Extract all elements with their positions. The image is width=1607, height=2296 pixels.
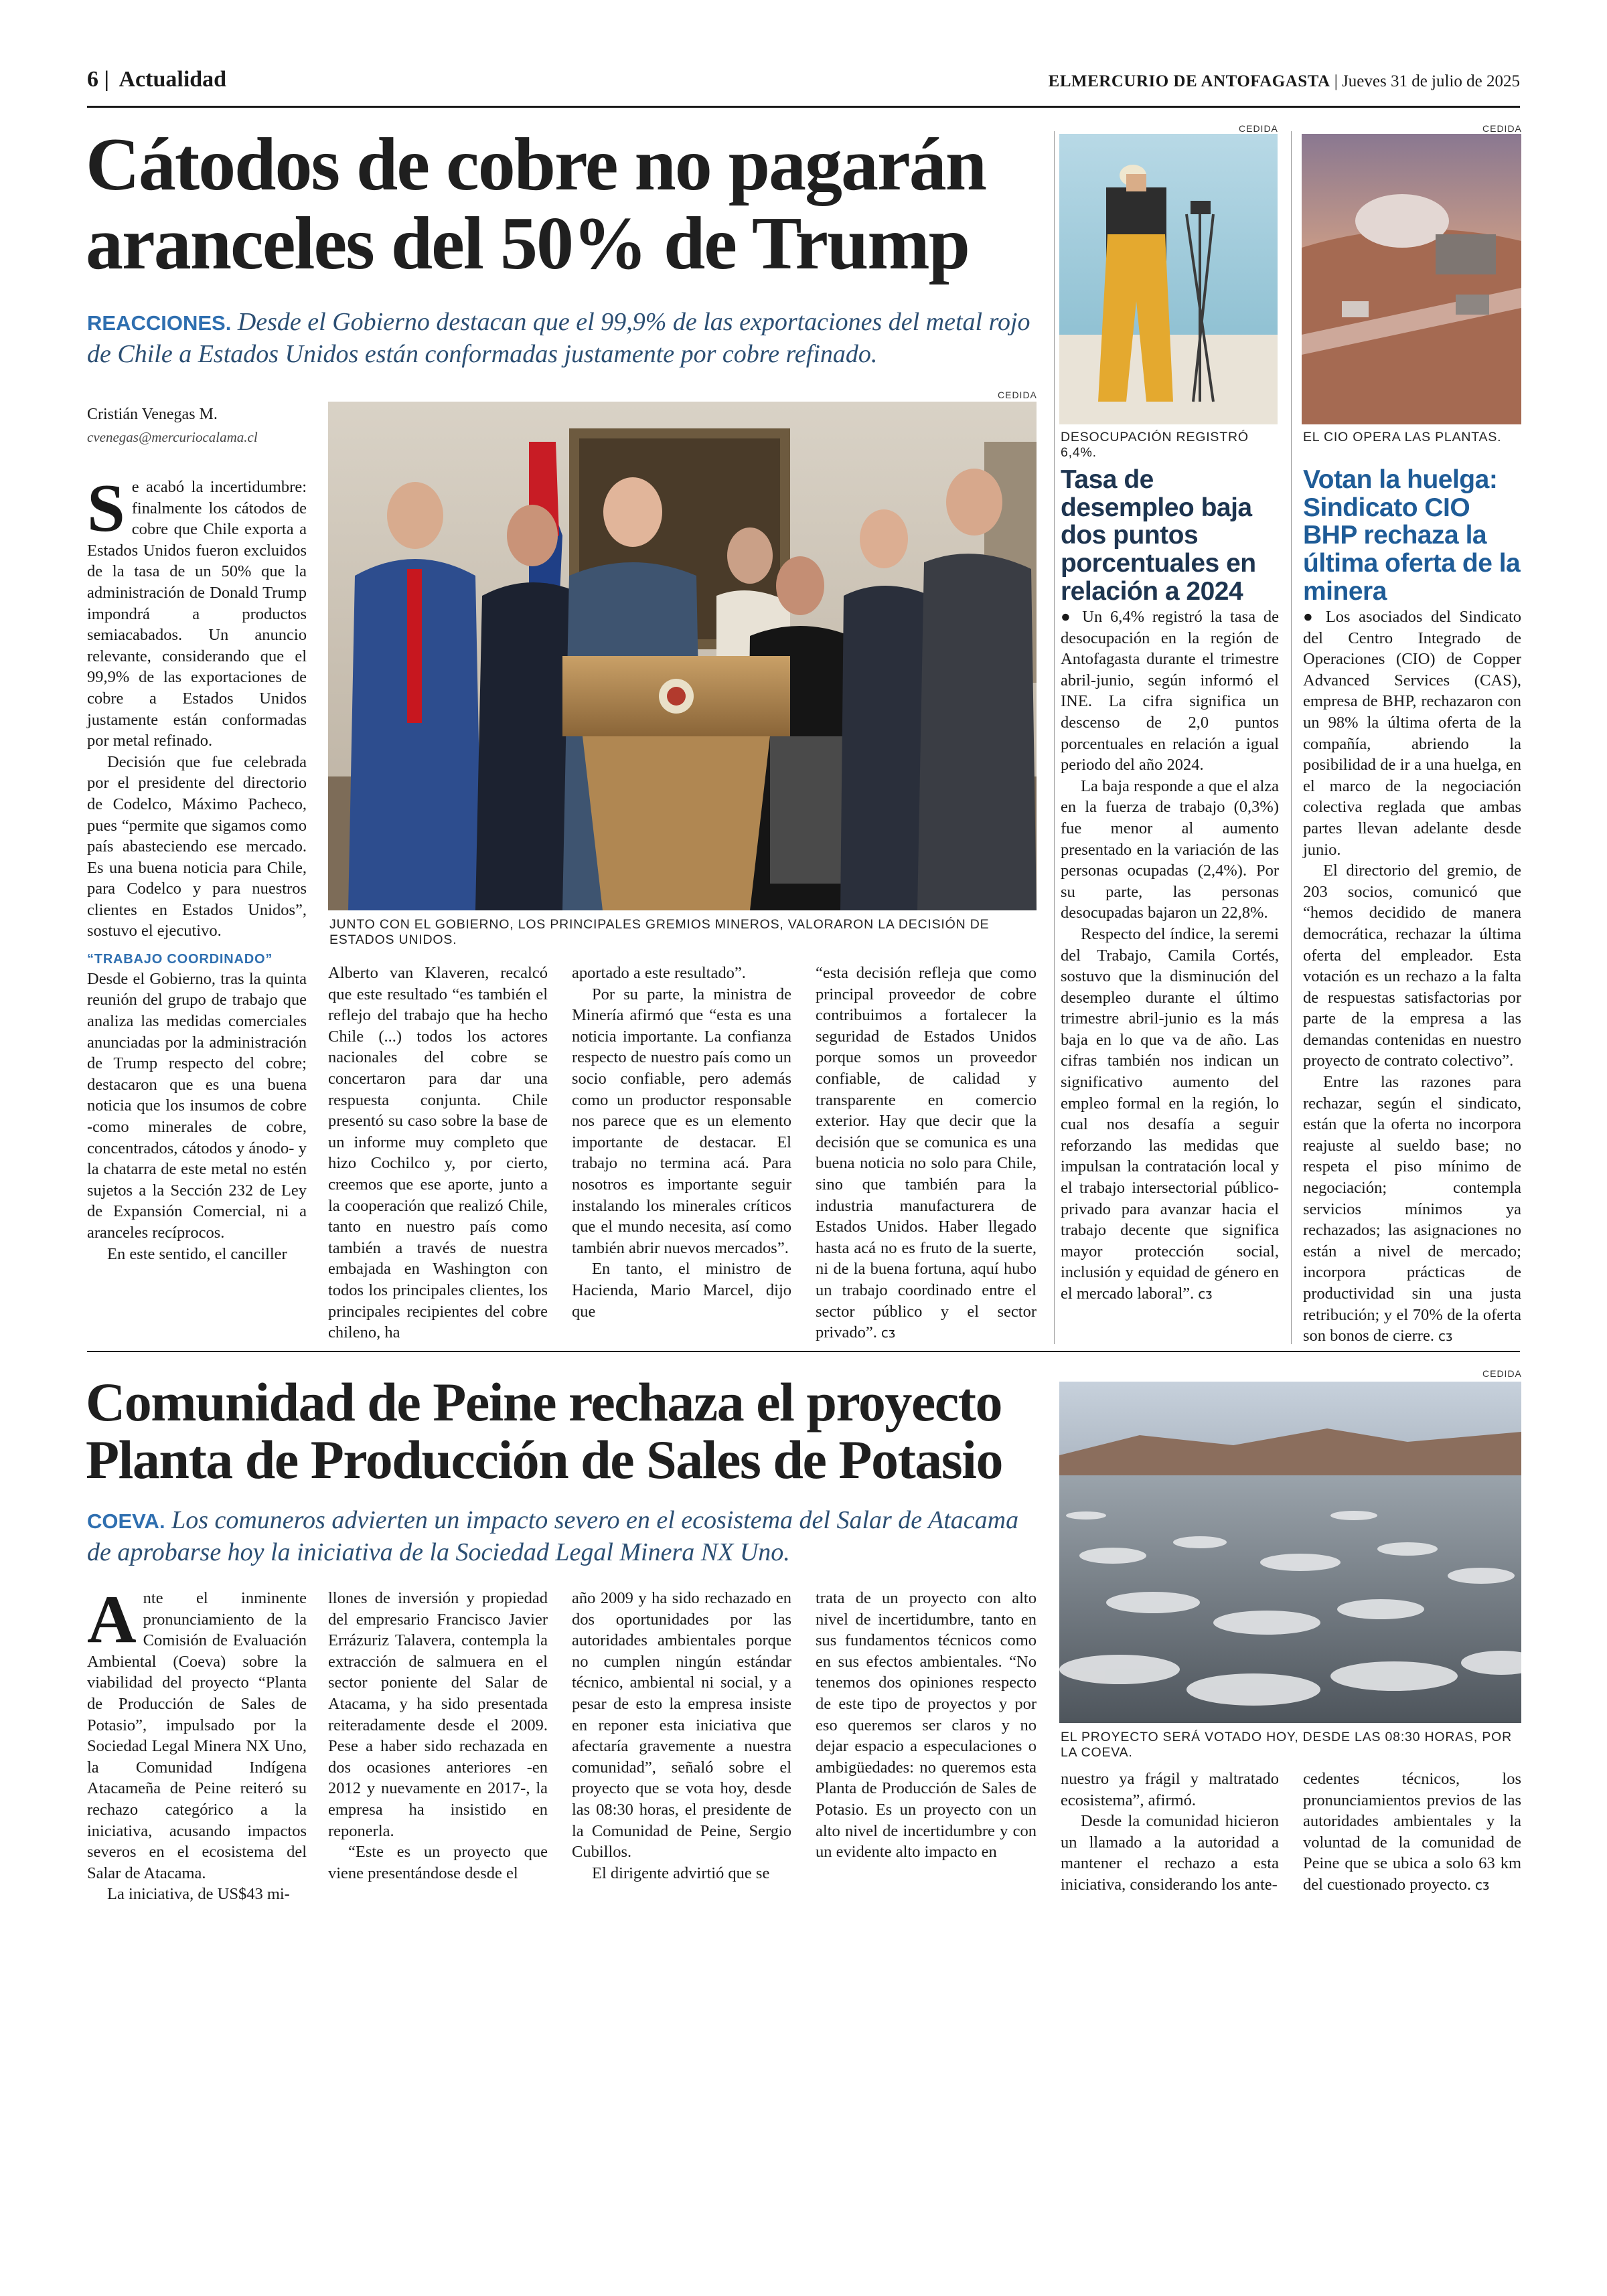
end-of-article-icon: ᴄᴣ [881, 1325, 896, 1341]
paragraph-text: Entre las razones para rechazar, según el sindicato, están que la oferta no incorpora reajuste al sueldo base; no respeta el piso mínimo de negociación; contempla servicios mínimos ya rechazados; las asignaciones no están a nivel de mercado; incorpora prácticas de productividad sin una justa retribución; y el 70% de la oferta son bonos de cierre. [1303, 1073, 1521, 1345]
article-paragraph: Decisión que fue celebrada por el presidente del directorio de Codelco, Máximo Pacheco, pues “permite que sigamos como país abasteciendo ese mercado. Es una buena noticia para Chile, para Codelco y para nuestros clientes en Estados Unidos”, sostuvo el ejecutivo. [87, 752, 307, 940]
photo-credit: CEDIDA [1239, 123, 1278, 134]
end-of-article-icon: ᴄᴣ [1475, 1876, 1490, 1893]
mining-plant-image [1302, 134, 1521, 424]
lead-tag: REACCIONES. [87, 311, 232, 335]
issue-date: Jueves 31 de julio de 2025 [1342, 72, 1520, 90]
article-paragraph: En este sentido, el canciller [107, 1244, 287, 1263]
headline-line: Planta de Producción de Sales de Potasio [86, 1429, 1002, 1491]
header-divider: | [98, 67, 115, 92]
header-rule [87, 106, 1520, 108]
sidebar2-photo-caption: EL CIO OPERA LAS PLANTAS. [1303, 430, 1502, 444]
article-paragraph: El directorio del gremio, de 203 socios, comunicó que “hemos decidido de manera democrática, rechazar la última oferta del empleador. Esta votación es un rechazo a la falta de respuestas satisfactorias por parte de la empresa a las demandas contenidas en nuestro proyecto de contrato colectivo”. [1303, 862, 1521, 1070]
sidebar1-photo [1059, 134, 1278, 424]
article-paragraph: aportado a este resultado”. [572, 964, 746, 982]
paragraph-text: Respecto del índice, la seremi del Trabajo, Camila Cortés, sostuvo que la disminución del desempleo durante el último trimestre abril-junio es la más baja en lo que va de año. Las cifras también nos indican un significativo aumento del empleo formal en la región, lo cual nos desafía a seguir reforzando las medidas que impulsan la contratación local y el trabajo intersectorial público-privado para avanzar hacia el trabajo decente que significa mayor protección social, inclusión y equidad de género en el mercado laboral”. [1061, 924, 1279, 1303]
article-paragraph [1303, 606, 1521, 860]
paragraph-text: Los asociados del Sindicato del Centro Integrado de Operaciones (CIO) de Copper Advanced Services (CAS), empresa de BHP, rechazaron con un 98% la última oferta de la compañía, abriendo la posibilidad de ir a una huelga, en el marco de la negociación colectiva reglada que ambas partes llevan adelante desde junio. [1303, 608, 1521, 859]
end-of-article-icon: ᴄᴣ [1438, 1328, 1453, 1345]
paragraph-text: “esta decisión refleja que como principal proveedor de cobre contribuimos a fortalecer la seguridad de Estados Unidos porque somos un proveedor confiable, de calidad y transparente en comercio exterior. Hay que decir que la decisión que se comunica es una buena noticia no solo para Chile, sino que también para la industria manufacturera de Estados Unidos. Haber llegado hasta acá no es fruto de la suerte, ni de la buena fortuna, aquí hubo un trabajo coordinado entre el sector público y el sector privado”. [816, 964, 1037, 1342]
article1-byline [87, 406, 315, 446]
section-name: Actualidad [119, 67, 227, 92]
sidebar2-headline: Votan la huelga: Sindicato CIO BHP rechaza la última oferta de la minera [1303, 465, 1521, 606]
bullet-icon: ● [1061, 608, 1075, 626]
article1-lead [87, 307, 1038, 370]
page-number: 6 [87, 67, 98, 92]
article-paragraph [1061, 606, 1279, 776]
article-paragraph: En tanto, el ministro de Hacienda, Mario Marcel, dijo que [572, 1260, 791, 1321]
article-paragraph: llones de inversión y propiedad del empresario Francisco Javier Errázuriz Talavera, contempla la extracción de salmuera en el sector poniente del Salar de Atacama, y ha sido presentada reiteradamente desde el 2009. Pese a haber sido rechazada en dos ocasiones anteriores -en 2012 y nuevamente en 2017-, la empresa ha insistido en reponerla. [328, 1589, 548, 1840]
drop-cap: A [87, 1582, 137, 1657]
article1-column-4 [816, 963, 1037, 1343]
article1-column-2 [328, 963, 548, 1343]
article-paragraph [87, 1582, 307, 1884]
article2-lead [87, 1505, 1038, 1568]
press-conference-image [328, 402, 1037, 910]
article-paragraph [1061, 924, 1279, 1305]
newspaper-name: ELMERCURIO DE ANTOFAGASTA [1048, 72, 1330, 90]
sidebar1-body [1061, 606, 1279, 1305]
article2-headline [86, 1374, 1057, 1489]
sidebar1-headline: Tasa de desempleo baja dos puntos porcentuales en relación a 2024 [1061, 465, 1256, 606]
article2-photo [1059, 1382, 1521, 1723]
article-paragraph [1303, 1769, 1521, 1896]
article-subhead: “TRABAJO COORDINADO” [87, 952, 273, 967]
article1-column-3 [572, 963, 791, 1322]
article-paragraph: Por su parte, la ministra de Minería afirmó que “esta es una noticia importante. La confianza respecto de nuestro país como un socio confiable, pero además como un productor responsable nos parece que es un elemento importante de destacar. El trabajo no termina acá. Para nosotros es importante seguir instalando los minerales críticos que el mundo necesita, así como también abrir nuevos mercados”. [572, 985, 791, 1257]
headline-line: Cátodos de cobre no pagarán [86, 123, 986, 206]
article1-photo-caption: JUNTO CON EL GOBIERNO, LOS PRINCIPALES GREMIOS MINEROS, VALORARON LA DECISIÓN DE ESTADOS UNIDOS. [329, 917, 990, 947]
byline-email: cvenegas@mercuriocalama.cl [87, 429, 258, 445]
paragraph-text: nte el inminente pronunciamiento de la Comisión de Evaluación Ambiental (Coeva) sobre la viabilidad del proyecto “Planta de Producción de Sales de Potasio”, impulsado por la Sociedad Legal Minera NX Uno, la Comunidad Indígena Atacameña de Peine reiteró su rechazo categórico a la iniciativa, acusando impactos severos en el ecosistema del Salar de Atacama. [87, 1589, 307, 1882]
header-divider: | [1330, 72, 1343, 90]
article-paragraph: año 2009 y ha sido rechazado en dos oportunidades por las autoridades ambientales porque no cumplen ningún estándar técnico, ambiental ni social, y a pesar de esto la empresa insiste en reponer esta iniciativa que afectaría gravemente a nuestra comunidad”, señaló sobre el proyecto que se vota hoy, desde las 08:30 horas, el presidente de la Comunidad de Peine, Sergio Cubillos. [572, 1589, 791, 1862]
article2-column-1 [87, 1582, 307, 1905]
article2-column-4 [816, 1588, 1037, 1863]
byline-name: Cristián Venegas M. [87, 406, 218, 423]
article-paragraph: Desde la comunidad hicieron un llamado a la autoridad a mantener el rechazo a esta iniciativa, considerando los ante- [1061, 1812, 1279, 1894]
sidebar1-photo-caption: DESOCUPACIÓN REGISTRÓ 6,4%. [1061, 430, 1249, 460]
headline-line: Comunidad de Peine rechaza el proyecto [86, 1372, 1002, 1432]
bullet-icon: ● [1303, 608, 1318, 626]
article-paragraph: nuestro ya frágil y maltratado ecosistema”, afirmó. [1061, 1770, 1279, 1809]
article2-column-6 [1303, 1769, 1521, 1896]
sidebar2-body [1303, 606, 1521, 1347]
surveyor-image [1059, 134, 1278, 424]
article-paragraph: Alberto van Klaveren, recalcó que este resultado “es también el reflejo del trabajo que ha hecho Chile (...) todos los actores nacionales del cobre se concertaron para dar una respuesta conjunta. Chile presentó su caso sobre la base de un informe muy completo que hizo Cochilco y, por cierto, creemos que ese aporte, junto a la cooperación que realizó Chile, tanto en nuestro país como también a través de nuestra embajada en Washington con todos los principales clientes, los principales recipientes del cobre chileno, ha [328, 964, 548, 1342]
article2-column-5 [1061, 1769, 1279, 1896]
paragraph-text: e acabó la incertidumbre: finalmente los cátodos de cobre que Chile exporta a Estados Unidos fueron excluidos de la tasa de un 50% que la administración de Donald Trump impondrá a productos semiacabados. Un anuncio relevante, considerando que el 99,9% de las exportaciones de cobre a Estados Unidos justamente están conformadas por metal refinado. [87, 478, 307, 750]
paragraph-text: cedentes técnicos, los pronunciamientos previos de las autoridades ambientales y la voluntad de la comunidad de Peine que se ubica a solo 63 km del cuestionado proyecto. [1303, 1770, 1521, 1894]
page-header-left [87, 67, 226, 92]
column-separator [1291, 131, 1292, 1344]
article-paragraph: La baja responde a que el alza en la fuerza de trabajo (0,3%) fue menor al aumento presentado en la variación de las personas ocupadas (2,4%). Por su parte, las personas desocupadas bajaron un 22,8%. [1061, 776, 1279, 922]
article-paragraph [1303, 1072, 1521, 1347]
article2-photo-caption: EL PROYECTO SERÁ VOTADO HOY, DESDE LAS 08:30 HORAS, POR LA COEVA. [1061, 1730, 1512, 1760]
article-paragraph [87, 471, 307, 752]
section-separator [87, 1351, 1520, 1352]
headline-line: aranceles del 50% de Trump [86, 201, 969, 285]
article1-headline [86, 123, 1037, 285]
article-paragraph [816, 963, 1037, 1343]
lead-tag: COEVA. [87, 1509, 165, 1533]
lead-text: Desde el Gobierno destacan que el 99,9% de las exportaciones del metal rojo de Chile a Estados Unidos están conformadas justamente por cobre refinado. [87, 308, 1030, 368]
photo-credit: CEDIDA [1482, 123, 1522, 134]
end-of-article-icon: ᴄᴣ [1198, 1286, 1213, 1302]
paragraph-text: Un 6,4% registró la tasa de desocupación en la región de Antofagasta durante el trimestre abril-junio, según informó el INE. La cifra significa un descenso de 2,0 puntos porcentuales en relación a igual periodo del año 2024. [1061, 608, 1280, 774]
article-paragraph: El dirigente advirtió que se [592, 1864, 770, 1882]
sidebar2-photo [1302, 134, 1521, 424]
photo-credit: CEDIDA [1482, 1368, 1522, 1379]
article-paragraph: Desde el Gobierno, tras la quinta reunión del grupo de trabajo que analiza las medidas comerciales anunciadas por la administración de Trump respecto del cobre; destacaron que es una buena noticia que los insumos de cobre -como minerales de cobre, concentrados, cátodos y ánodo- y la chatarra de este metal no estén sujetos a la Sección 232 de Ley de Expansión Comercial, ni a aranceles recíprocos. [87, 969, 307, 1242]
page-header-right [1049, 72, 1520, 91]
article-paragraph: trata de un proyecto con alto nivel de incertidumbre, tanto en sus fundamentos técnicos como en sus efectos ambientales. “No tenemos dos opiniones respecto de este tipo de proyectos y por eso queremos ser claros y no dejar espacio a especulaciones o ambigüedades: no queremos esta Planta de Producción de Sales de Potasio. Es un proyecto con un alto nivel de incertidumbre y con un evidente alto impacto en [816, 1589, 1037, 1862]
article2-column-2 [328, 1588, 548, 1884]
drop-cap: S [87, 471, 125, 546]
article-paragraph: “Este es un proyecto que viene presentándose desde el [328, 1843, 548, 1882]
photo-credit: CEDIDA [998, 390, 1037, 400]
article1-column-1 [87, 471, 307, 1264]
lead-text: Los comuneros advierten un impacto severo en el ecosistema del Salar de Atacama de aprobarse hoy la iniciativa de la Sociedad Legal Minera NX Uno. [87, 1506, 1019, 1566]
article1-photo [328, 402, 1037, 910]
article-paragraph: La iniciativa, de US$43 mi- [107, 1885, 290, 1904]
salt-flat-image [1059, 1382, 1521, 1723]
article2-column-3 [572, 1588, 791, 1884]
column-separator [1054, 131, 1055, 1344]
